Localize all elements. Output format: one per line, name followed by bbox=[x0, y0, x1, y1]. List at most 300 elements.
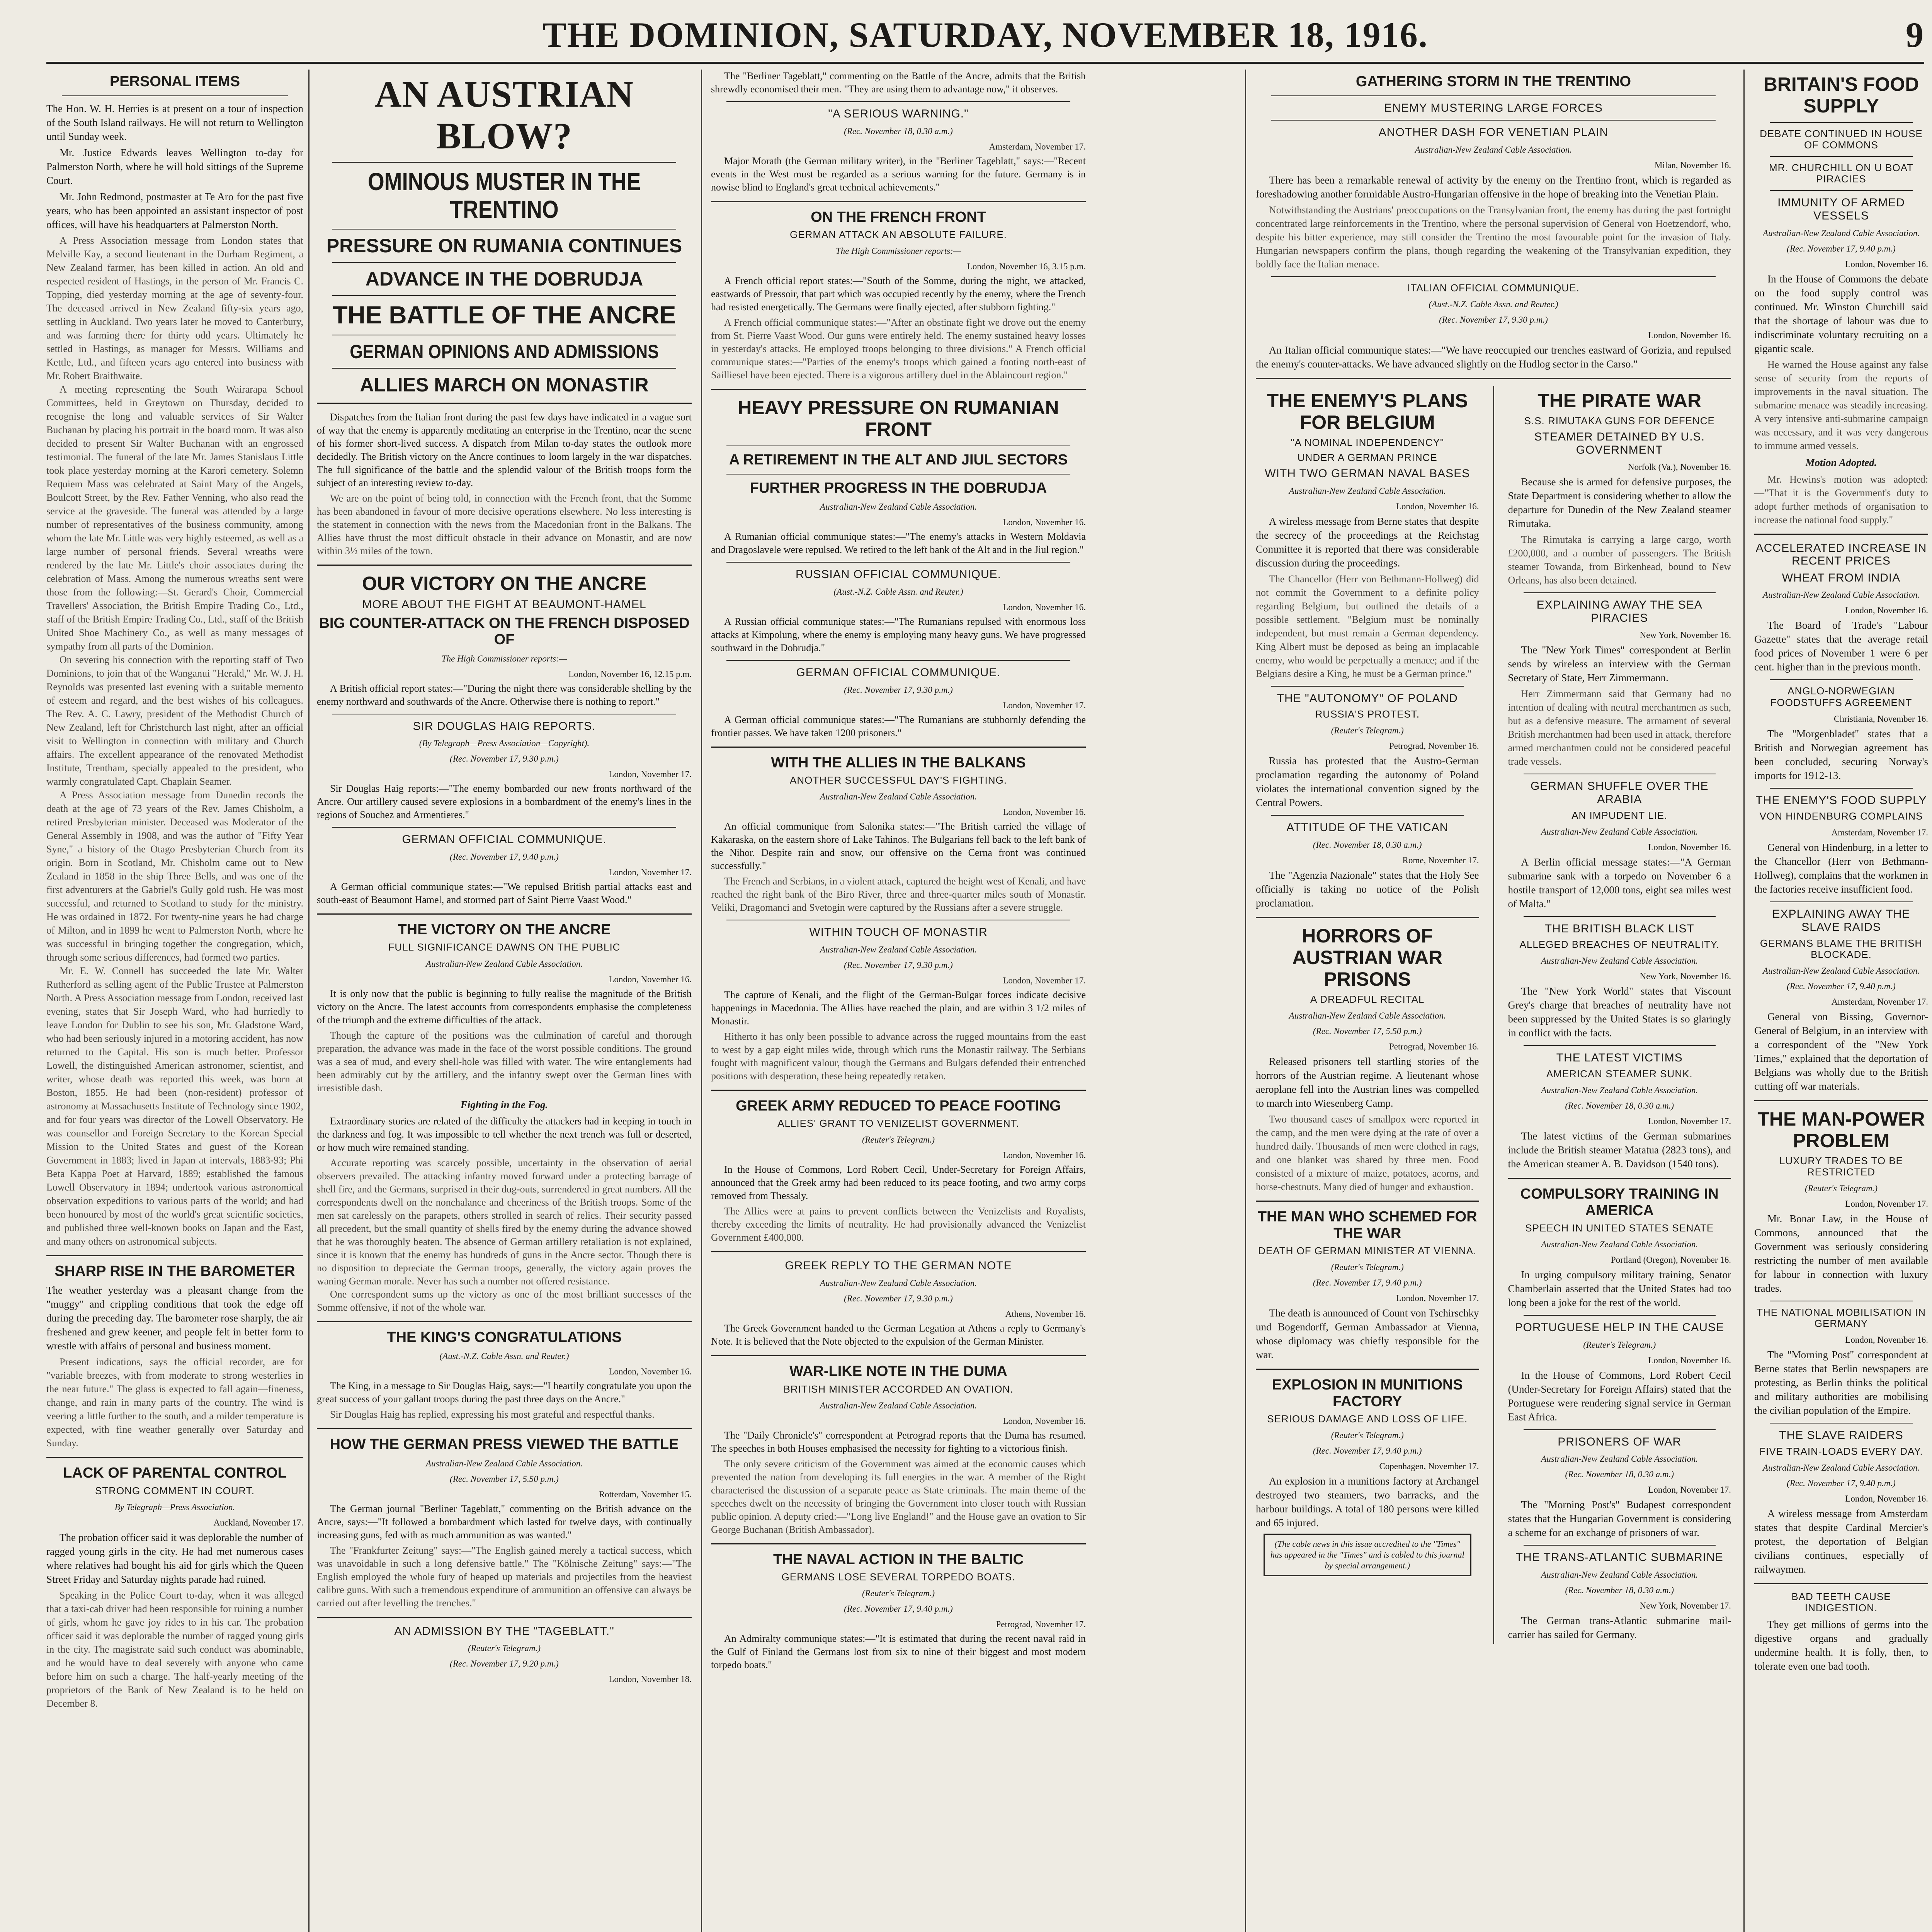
divider bbox=[1524, 1545, 1716, 1546]
advertisement-headline: BAD TEETH CAUSE INDIGESTION. bbox=[1791, 1590, 1891, 1614]
subheadline: FIVE TRAIN-LOADS EVERY DAY. bbox=[1759, 1445, 1923, 1457]
illegible-text: The French and Serbians, in a violent attack, captured the height west of Kenali, and have reached the right bank of the Biro River, three and three-quarter miles south of Monastir. Veliki, Dragomanci and Svetogin were captured by the Russians after a severe struggle. bbox=[711, 876, 1086, 913]
illegible-text: A Press Association message from London states that Melville Kay, a second lieutenant in the Durham Regiment, a New Zealand farmer, has been killed in action. An old and respected resident of Hastings, in the person of Mr. Francis C. Topping, died yesterday morning at the age of seventy-four. The deceased arrived in New Zealand fifty-six years ago, settling in Auckland. Two years later he moved to Canterbury, and was farming there for thirty odd years. Ultimately he settled in Hastings, as manager for Messrs. Williams and Kettle, Ltd., and fifteen years ago entered into business with Mr. Robert Braithwaite. bbox=[46, 235, 303, 381]
divider bbox=[711, 1355, 1086, 1356]
dateline: Rome, November 17. bbox=[1402, 855, 1479, 865]
received-line: (Rec. November 17, 9.30 p.m.) bbox=[1439, 315, 1548, 325]
divider bbox=[62, 95, 288, 96]
divider bbox=[1271, 95, 1716, 96]
subheadline: BRITISH MINISTER ACCORDED AN OVATION. bbox=[783, 1383, 1014, 1395]
page-number: 9 bbox=[1906, 15, 1924, 54]
headline: FURTHER PROGRESS IN THE DOBRUDJA bbox=[750, 480, 1047, 496]
divider bbox=[1271, 276, 1716, 277]
divider bbox=[1754, 1100, 1928, 1101]
article-paragraph: A Russian official communique states:—"The Rumanians repulsed with enormous loss attacks at Kimpolung, where the enemy is employing many heavy guns. We have progressed southward in the Dobrudja." bbox=[711, 616, 1086, 653]
column-rule bbox=[308, 70, 310, 1932]
divider bbox=[1770, 901, 1913, 902]
subheadline: RUSSIAN OFFICIAL COMMUNIQUE. bbox=[796, 568, 1001, 581]
subheadline: THE TRANS-ATLANTIC SUBMARINE bbox=[1515, 1551, 1723, 1564]
article-paragraph: Major Morath (the German military writer), in the "Berliner Tageblatt," says:—"Recent events in the West must be regarded as a serious warning for the future. Germany is in nowise blind to England's great technical achievements." bbox=[711, 155, 1086, 193]
credit-line: Australian-New Zealand Cable Association. bbox=[820, 1400, 977, 1410]
headline: THE PIRATE WAR bbox=[1537, 389, 1702, 412]
credit-line: (Reuter's Telegram.) bbox=[1331, 1262, 1404, 1272]
subheadline: MORE ABOUT THE FIGHT AT BEAUMONT-HAMEL bbox=[362, 598, 646, 611]
divider bbox=[332, 229, 676, 230]
subcolumn-pirate bbox=[1508, 386, 1731, 1644]
article-paragraph: In the House of Commons, Lord Robert Cecil (Under-Secretary for Foreign Affairs) stated that the Portuguese were rendering signal service in German East Africa. bbox=[1508, 1369, 1731, 1423]
divider bbox=[1524, 592, 1716, 593]
divider bbox=[46, 1457, 303, 1458]
received-line: (Rec. November 18, 0.30 a.m.) bbox=[1565, 1101, 1674, 1111]
subheadline: A DREADFUL RECITAL bbox=[1310, 993, 1425, 1005]
headline: THE MAN WHO SCHEMED FOR THE WAR bbox=[1257, 1209, 1477, 1242]
divider bbox=[1256, 1201, 1479, 1202]
received-line: (Rec. November 17, 9.40 p.m.) bbox=[844, 1604, 953, 1614]
subheadline: ANOTHER DASH FOR VENETIAN PLAIN bbox=[1378, 126, 1609, 139]
illegible-text: Herr Zimmermann said that Germany had no intention of dealing with neutral merchantmen as such, but as a defensive measure. The armament of several British merchantmen had been used in attack, therefore armed merchantmen could not be considered peaceful trade vessels. bbox=[1508, 688, 1731, 767]
headline: THE BATTLE OF THE ANCRE bbox=[332, 301, 676, 329]
dateline: London, November 16. bbox=[1003, 517, 1086, 527]
credit-line: Australian-New Zealand Cable Association. bbox=[820, 944, 977, 954]
divider bbox=[1508, 1178, 1731, 1179]
headline: COMPULSORY TRAINING IN AMERICA bbox=[1520, 1186, 1719, 1219]
illegible-text: He warned the House against any false sense of security from the reports of improvements in the naval situation. The submarine menace was steadily increasing. A very intensive anti-submarine campaign was necessary, and it was very dangerous to immune armed vessels. bbox=[1754, 359, 1928, 451]
credit-line: (By Telegraph—Press Association—Copyright). bbox=[419, 738, 590, 748]
cable-note: (The cable news in this issue accredited to the "Times" has appeared in the "Times" and is cabled to this journal by special arrangement.) bbox=[1264, 1534, 1471, 1576]
illegible-text: One correspondent sums up the victory as one of the most brilliant successes of the Somme offensive, if not of the whole war. bbox=[317, 1288, 692, 1313]
dateline: Petrograd, November 16. bbox=[1389, 741, 1479, 751]
subheadline: "A SERIOUS WARNING." bbox=[828, 107, 969, 120]
subheadline: ACCELERATED INCREASE IN RECENT PRICES bbox=[1755, 541, 1927, 568]
divider bbox=[1256, 1369, 1479, 1370]
section-subhead: Fighting in the Fog. bbox=[460, 1099, 548, 1111]
article-paragraph: An official communique from Salonika states:—"The British carried the village of Kakaraska, on the eastern shore of Lake Tahinos. The Bulgarians fell back to the left bank of the Nihor. Despite rain and snow, our offensive on the Cerna front was continued successfully." bbox=[711, 821, 1086, 872]
headline: GREEK ARMY REDUCED TO PEACE FOOTING bbox=[736, 1097, 1061, 1114]
article-paragraph: The Greek Government handed to the German Legation at Athens a reply to Germany's Note. It is believed that the Note objected to the expulsion of the German Minister. bbox=[711, 1323, 1086, 1347]
article-paragraph: The probation officer said it was deplorable the number of ragged young girls in the city. He had met numerous cases where relatives had bought his aid for girls which the Queen Street Friday and Saturday nights parade had ruined. bbox=[46, 1531, 303, 1585]
received-line: (Rec. November 17, 9.40 p.m.) bbox=[1787, 243, 1896, 253]
subheadline: SERIOUS DAMAGE AND LOSS OF LIFE. bbox=[1267, 1413, 1468, 1425]
illegible-text: The only severe criticism of the Government was aimed at the economic causes which prevented the nation from developing its full energies in the war. A member of the Right characterised the discussion of a separate peace as State criminals. The main theme of the speeches dwelt on the necessity of bringing the Government into closer touch with Russian public opinion. A deputy cried:—"Long live England!" and the House gave an ovation to Sir George Buchanan (British Ambassador). bbox=[711, 1458, 1086, 1535]
dateline: Auckland, November 17. bbox=[213, 1517, 303, 1527]
article-paragraph: In the House of Commons the debate on the food supply control was continued. Mr. Winston Churchill said that the shortage of labour was due to indiscriminate voluntary recruiting on a gigantic scale. bbox=[1754, 273, 1928, 354]
subheadline: THE NATIONAL MOBILISATION IN GERMANY bbox=[1757, 1306, 1926, 1330]
divider bbox=[46, 1255, 303, 1256]
divider bbox=[317, 1428, 692, 1429]
dateline: London, November 16. bbox=[609, 974, 692, 984]
credit-line: (Reuter's Telegram.) bbox=[862, 1588, 935, 1599]
received-line: (Rec. November 17, 5.50 p.m.) bbox=[1313, 1026, 1422, 1036]
dateline: Athens, November 16. bbox=[1005, 1309, 1086, 1319]
divider bbox=[317, 565, 692, 566]
subheadline: THE LATEST VICTIMS bbox=[1556, 1051, 1683, 1065]
illegible-text: A Press Association message from Dunedin records the death at the age of 73 years of the Rev. James Chisholm, a retired Presbyterian minister. Deceased was Moderator of the General Assembly in 1908, and was the author of "Fifty Year Syne," a history of the Otago Presbyterian Church from its origin. Born in Scotland, Mr. Chisholm came out to New Zealand in 1858 in the ship Three Bells, and was one of the first adventurers at the Gabriel's Gully gold rush. He was most successful, and returned to Scotland to study for the ministry. He was ordained in 1872. For twenty-nine years he had charge of Milton, and in 1899 he went to Palmerston North, where he was successful in bringing together the congregation, which, through some serious differences, had formed two parties. bbox=[46, 789, 303, 963]
headline: PERSONAL ITEMS bbox=[109, 73, 240, 90]
dateline: Amsterdam, November 17. bbox=[1831, 828, 1928, 838]
article-paragraph: The "Berliner Tageblatt," commenting on the Battle of the Ancre, admits that the British shrewdly economised their men. "They are using them to advantage now," it observes. bbox=[711, 70, 1086, 95]
article-paragraph: The death is announced of Count von Tschirschky und Bogendorff, German Ambassador at Vienna, whose diplomacy was chiefly responsible for the war. bbox=[1256, 1307, 1479, 1361]
divider bbox=[726, 660, 1070, 661]
headline: THE MAN-POWER PROBLEM bbox=[1757, 1108, 1925, 1151]
dateline: Milan, November 16. bbox=[1654, 160, 1731, 170]
illegible-text: The Chancellor (Herr von Bethmann-Hollweg) did not commit the Government to a definite policy regarding Belgium, but outlined the details of a possible settlement. "Belgium must be nominally independent, but must remain a German dependency. King Albert must be deposed as being an implacable enemy, who would be perpetually a menace; and if the Belgians desire a King, he must be a German prince." bbox=[1256, 573, 1479, 679]
divider bbox=[711, 747, 1086, 748]
headline: WITH THE ALLIES IN THE BALKANS bbox=[771, 754, 1026, 771]
received-line: (Rec. November 17, 9.30 p.m.) bbox=[844, 685, 953, 695]
credit-line: Australian-New Zealand Cable Association. bbox=[820, 792, 977, 802]
article-paragraph: An explosion in a munitions factory at Archangel destroyed two steamers, two barracks, and the harbour buildings. A total of 180 persons were killed and 65 injured. bbox=[1256, 1475, 1479, 1529]
received-line: (Rec. November 17, 9.40 p.m.) bbox=[1313, 1278, 1422, 1288]
article-paragraph: There has been a remarkable renewal of activity by the enemy on the Trentino front, which is regarded as foreshadowing another formidable Austro-Hungarian offensive in the hope of breaking into the Venetian Plain. bbox=[1256, 174, 1731, 200]
article-paragraph: An Admiralty communique states:—"It is estimated that during the recent naval raid in the Gulf of Finland the Germans lost from six to nine of their biggest and most modern torpedo boats." bbox=[711, 1633, 1086, 1671]
article-paragraph: The "New York Times" correspondent at Berlin sends by wireless an interview with the German Secretary of State, Herr Zimmermann. bbox=[1508, 644, 1731, 684]
headline: OUR VICTORY ON THE ANCRE bbox=[362, 573, 647, 595]
column-personal bbox=[46, 70, 303, 1932]
subheadline: RUSSIA'S PROTEST. bbox=[1315, 708, 1420, 720]
received-line: (Rec. November 17, 9.20 p.m.) bbox=[450, 1659, 559, 1669]
dateline: London, November 16, 3.15 p.m. bbox=[967, 262, 1086, 272]
headline: HORRORS OF AUSTRIAN WAR PRISONS bbox=[1292, 925, 1443, 990]
article-paragraph: A French official report states:—"South of the Somme, during the night, we attacked, eastwards of Pressoir, that part which was occupied recently by the enemy, where the French had resisted energetically. The Germans were finally ejected, after stubborn fighting." bbox=[711, 275, 1086, 313]
credit-line: Australian-New Zealand Cable Association. bbox=[426, 1458, 583, 1468]
divider bbox=[317, 1617, 692, 1618]
subheadline: PRISONERS OF WAR bbox=[1558, 1435, 1682, 1448]
article-paragraph: Dispatches from the Italian front during the past few days have indicated in a vague sort of way that the enemy is apparently meditating an enterprise in the Trentino, near the scene of his former short-lived success. A dispatch from Milan to-day states the outlook more decidedly. The British victory on the Ancre continues to loom largely in the war dispatches. The full significance of the battle and the splendid valour of the British troops form the subject of an interesting review to-day. bbox=[317, 412, 692, 489]
article-paragraph: A wireless message from Amsterdam states that despite Cardinal Mercier's protest, the deportation of Belgian civilians continues, especially of railwaymen. bbox=[1754, 1507, 1928, 1575]
dateline: Petrograd, November 16. bbox=[1389, 1042, 1479, 1052]
divider bbox=[1524, 1045, 1716, 1046]
column-rule bbox=[1245, 70, 1246, 1932]
illegible-text: A French official communique states:—"After an obstinate fight we drove out the enemy from St. Pierre Vaast Wood. Our guns were entirely held. The enemy sustained heavy losses in yesterday's attacks. He employed troops belonging to three divisions." A French official communique states:—"Parties of the enemy's troops which gained a footing north-east of Sailliesel have been ejected. There is a vigorous artillery duel in the Ablaincourt region." bbox=[711, 317, 1086, 381]
article-paragraph: Russia has protested that the Austro-German proclamation regarding the autonomy of Poland violates the international convention signed by the Central Powers. bbox=[1256, 755, 1479, 809]
received-line: (Rec. November 18, 0.30 a.m.) bbox=[844, 126, 953, 136]
credit-line: (Reuter's Telegram.) bbox=[468, 1643, 541, 1653]
credit-line: Australian-New Zealand Cable Association. bbox=[1289, 1011, 1446, 1021]
masthead bbox=[46, 8, 1924, 64]
section-subhead: Motion Adopted. bbox=[1805, 456, 1877, 468]
dateline: London, November 16. bbox=[1845, 605, 1928, 616]
divider bbox=[1524, 1429, 1716, 1430]
main-headline: AN AUSTRIAN BLOW? bbox=[375, 73, 634, 156]
subheadline: AN IMPUDENT LIE. bbox=[1571, 809, 1668, 821]
subheadline: EXPLAINING AWAY THE SLAVE RAIDS bbox=[1772, 908, 1910, 934]
subcolumns bbox=[1256, 386, 1731, 1644]
article-paragraph: A wireless message from Berne states that despite the secrecy of the proceedings at the Reichstag Committee it is reported that there was considerable discussion during the proceedings. bbox=[1256, 515, 1479, 569]
credit-line: Australian-New Zealand Cable Association. bbox=[820, 1278, 977, 1288]
divider bbox=[1524, 916, 1716, 917]
subheadline: SIR DOUGLAS HAIG REPORTS. bbox=[413, 719, 596, 733]
dateline: London, November 17. bbox=[1003, 700, 1086, 710]
article-paragraph: The capture of Kenali, and the flight of the German-Bulgar forces indicate decisive happenings in Macedonia. The Allies have reached the plain, and are within 3 1/2 miles of Monastir. bbox=[711, 989, 1086, 1027]
illegible-text: Present indications, says the official recorder, are for "variable breezes, with from moderate to strong westerlies in the near future." The glass is expected to fall again—fineness, change, and rain in many parts of the country. The wind is veering a little further to the south, and a milder temperature is expected, with fine weather generally over Saturday and Sunday. bbox=[46, 1356, 303, 1449]
subheadline: ANOTHER SUCCESSFUL DAY'S FIGHTING. bbox=[790, 774, 1007, 786]
headline: THE KING'S CONGRATULATIONS bbox=[387, 1329, 622, 1345]
credit-line: Australian-New Zealand Cable Association. bbox=[1289, 486, 1446, 496]
article-paragraph: The German journal "Berliner Tageblatt," commenting on the British advance on the Ancre, says:—"It followed a bombardment which lasted for twelve days, with continually increasing guns, fed with as much ammunition as was wanted." bbox=[317, 1503, 692, 1541]
received-line: (Rec. November 17, 9.40 p.m.) bbox=[1313, 1446, 1422, 1456]
subheadline: IMMUNITY OF ARMED VESSELS bbox=[1777, 196, 1905, 223]
article-paragraph: The "New York World" states that Viscount Grey's charge that breaches of neutrality have not been suppressed by the United States is so glaringly in conflict with the facts. bbox=[1508, 985, 1731, 1039]
subheadline: VON HINDENBURG COMPLAINS bbox=[1759, 810, 1923, 822]
divider bbox=[332, 262, 676, 263]
dateline: London, November 17. bbox=[609, 867, 692, 877]
divider bbox=[1524, 1315, 1716, 1316]
subheadline: AMERICAN STEAMER SUNK. bbox=[1546, 1068, 1693, 1080]
article-paragraph: A Rumanian official communique states:—"The enemy's attacks in Western Moldavia and Dragoslavele were repulsed. We retired to the left bank of the Alt and in the Jiul region." bbox=[711, 531, 1086, 556]
article-paragraph: The King, in a message to Sir Douglas Haig, says:—"I heartily congratulate you upon the great success of your gallant troops during the past three days on the Ancre." bbox=[317, 1380, 692, 1405]
article-paragraph: Because she is armed for defensive purposes, the State Department is considering whether to allow the departure for Dunedin of the New Zealand steamer Rimutaka. bbox=[1508, 476, 1731, 530]
credit-line: (Reuter's Telegram.) bbox=[862, 1135, 935, 1145]
headline: BRITAIN'S FOOD SUPPLY bbox=[1763, 73, 1919, 117]
headline: A RETIREMENT IN THE ALT AND JIUL SECTORS bbox=[729, 452, 1068, 468]
subheadline: THE "AUTONOMY" OF POLAND bbox=[1277, 692, 1458, 705]
received-line: (Rec. November 17, 9.40 p.m.) bbox=[1787, 1478, 1896, 1488]
divider bbox=[1770, 122, 1913, 123]
subheadline: SPEECH IN UNITED STATES SENATE bbox=[1525, 1222, 1714, 1234]
illegible-text: Notwithstanding the Austrians' preoccupations on the Transylvanian front, the enemy has during the past fortnight concentrated large reinforcements in the Trentino, where the personal supervision of General von Hoetzendorf, who, despite his bitter experience, may still consider the Trentino the most favourable point for the invasion of Italy. Hungarian newspapers confirm the plans, though regarding the weakening of the Transylvanian expedition, they boldly face the Italian menace. bbox=[1256, 204, 1731, 270]
subheadline: THE ENEMY'S FOOD SUPPLY bbox=[1755, 794, 1927, 807]
headline: GATHERING STORM IN THE TRENTINO bbox=[1355, 73, 1631, 90]
received-line: (Rec. November 18, 0.30 a.m.) bbox=[1565, 1585, 1674, 1595]
subheadline: ITALIAN OFFICIAL COMMUNIQUE. bbox=[1407, 282, 1580, 294]
credit-line: Australian-New Zealand Cable Association. bbox=[426, 959, 583, 969]
subheadline: WITHIN TOUCH OF MONASTIR bbox=[809, 926, 988, 939]
illegible-text: The Allies were at pains to prevent conflicts between the Venizelists and Royalists, thereby exceeding the limits of neutrality. He had provisionally advanced the Venizelist Government £400,000. bbox=[711, 1206, 1086, 1243]
article-paragraph: In the House of Commons, Lord Robert Cecil, Under-Secretary for Foreign Affairs, announced that the Greek army had been reduced to its peace footing, and two army corps removed from Thessaly. bbox=[711, 1164, 1086, 1202]
illegible-text: On severing his connection with the reporting staff of Two Dominions, to join that of the Wanganui "Herald," Mr. W. J. H. Reynolds was presented last evening with a suitable memento of esteem and regard, and the best wishes of his colleagues. The Rev. A. C. Lawry, president of the Methodist Church of New Zealand, left for Christchurch last night, after an official visit to Wellington in connection with military and Church affairs. The excellent appearance of the renovated Methodist Institute, Trentham, specially appealed to the president, who warmly congratulated Capt. Chaplain Seamer. bbox=[46, 654, 303, 787]
article-paragraph: A German official communique states:—"The Rumanians are stubbornly defending the frontier passes. We have taken 1200 prisoners." bbox=[711, 714, 1086, 738]
dateline: London, November 17. bbox=[609, 769, 692, 779]
dateline: New York, November 16. bbox=[1639, 630, 1731, 640]
masthead-title: THE DOMINION, SATURDAY, NOVEMBER 18, 1916. bbox=[543, 15, 1428, 54]
received-line: (Rec. November 17, 9.30 p.m.) bbox=[844, 960, 953, 970]
received-line: (Rec. November 18, 0.30 a.m.) bbox=[1313, 840, 1422, 850]
dateline: London, November 16. bbox=[1845, 1493, 1928, 1503]
illegible-text: Though the capture of the positions was the culmination of careful and thorough preparation, the advance was made in the face of the worst possible conditions. The ground was a sea of mud, and every shell-hole was filled with water. The wire entanglements had been admirably cut by the artillery, and the infantry swept over the German lines with irresistible dash. bbox=[317, 1029, 692, 1094]
illegible-text: Sir Douglas Haig has replied, expressing his most grateful and respectful thanks. bbox=[330, 1409, 655, 1420]
subheadline: MR. CHURCHILL ON U BOAT PIRACIES bbox=[1769, 162, 1914, 185]
subheadline: FULL SIGNIFICANCE DAWNS ON THE PUBLIC bbox=[388, 941, 621, 953]
subheadline: EXPLAINING AWAY THE SEA PIRACIES bbox=[1536, 599, 1702, 624]
divider bbox=[1754, 1583, 1928, 1584]
credit-line: The High Commissioner reports:— bbox=[835, 246, 961, 256]
headline: ALLIES MARCH ON MONASTIR bbox=[360, 374, 649, 396]
article-paragraph: Mr. Justice Edwards leaves Wellington to-day for Palmerston North, where he will hold sittings of the Supreme Court. bbox=[46, 146, 303, 186]
dateline: London, November 16. bbox=[1648, 1355, 1731, 1365]
divider bbox=[332, 162, 676, 163]
received-line: (Rec. November 18, 0.30 a.m.) bbox=[1565, 1469, 1674, 1480]
illegible-text: Hitherto it has only been possible to advance across the rugged mountains from the east to west by a gap eight miles wide, through which runs the Monastir railway. The Serbians fought with magnificent valour, though the Germans and Bulgars defended their entrenched positions with desperation, these being repeatedly retaken. bbox=[711, 1031, 1086, 1082]
subheadline: DEBATE CONTINUED IN HOUSE OF COMMONS bbox=[1760, 128, 1923, 151]
illegible-text: Accurate reporting was scarcely possible, uncertainty in the observation of aerial observers prevailed. The attacking infantry moved forward under a protecting barrage of shell fire, and the Germans, surprised in their dug-outs, surrendered in great numbers. All the correspondents dwell on the nonchalance and cheeriness of the British troops. Some of the men sat carelessly on the parapets, others strolled in search of relics. Their security passed all precedent, but the small quantity of shells fired by the enemy during the advance showed that he was thoroughly beaten. The absence of German artillery retaliation is not explained, since it is known that the enemy has hundreds of guns in the Ancre sector. Though there is no disposition to depreciate the German troops, generally, the victory again proves the waning German morale. Never has such a number not offered resistance. bbox=[317, 1157, 692, 1287]
article-paragraph: General von Hindenburg, in a letter to the Chancellor (Herr von Bethmann-Hollweg), complains that the workmen in the factories receive insufficient food. bbox=[1754, 842, 1928, 895]
headline: THE ENEMY'S PLANS FOR BELGIUM bbox=[1267, 389, 1468, 433]
dateline: London, November 16. bbox=[1396, 501, 1479, 511]
illegible-text: We are on the point of being told, in connection with the French front, that the Somme has been abandoned in favour of more decisive operations elsewhere. No less interesting is the statement in connection with the news from the Macedonian front in the Balkans. The Allies have thrust the most difficult obstacle in their advance on Monastir, and are now within 3½ miles of the town. bbox=[317, 493, 692, 557]
subheadline: GERMAN ATTACK AN ABSOLUTE FAILURE. bbox=[790, 229, 1007, 241]
dateline: London, November 16. bbox=[609, 1367, 692, 1377]
illegible-text: The Rimutaka is carrying a large cargo, worth £200,000, and a number of passengers. The British steamer Towanda, from Birkenhead, bound to New Orleans, has also been detained. bbox=[1508, 534, 1731, 586]
article-paragraph: A German official communique states:—"We repulsed British partial attacks east and south-east of Beaumont Hamel, and stormed part of Saint Pierre Vaast Wood." bbox=[317, 881, 692, 905]
credit-line: The High Commissioner reports:— bbox=[441, 653, 567, 663]
credit-line: (Reuter's Telegram.) bbox=[1583, 1340, 1656, 1350]
headline: GERMAN OPINIONS AND ADMISSIONS bbox=[350, 341, 659, 363]
headline: LACK OF PARENTAL CONTROL bbox=[63, 1465, 287, 1481]
credit-line: Australian-New Zealand Cable Association. bbox=[1415, 145, 1572, 155]
subheadline: ATTITUDE OF THE VATICAN bbox=[1286, 821, 1449, 834]
subheadline: WITH TWO GERMAN NAVAL BASES bbox=[1265, 467, 1470, 480]
subheadline: UNDER A GERMAN PRINCE bbox=[1297, 451, 1437, 463]
illegible-text: Two thousand cases of smallpox were reported in the camp, and the men were dying at the rate of over a hundred daily. Thousands of men were clothed in rags, and one blanket was shared by three men. Food consisted of a mixture of maize, potatoes, acorns, and horse-chestnuts. Many died of hunger and exhaustion. bbox=[1256, 1114, 1479, 1193]
subheadline: WHEAT FROM INDIA bbox=[1782, 571, 1901, 584]
dateline: Rotterdam, November 15. bbox=[599, 1489, 692, 1499]
credit-line: Australian-New Zealand Cable Association. bbox=[1541, 1570, 1698, 1580]
received-line: (Rec. November 17, 9.40 p.m.) bbox=[1787, 981, 1896, 991]
divider bbox=[1770, 679, 1913, 680]
credit-line: Australian-New Zealand Cable Association. bbox=[1763, 966, 1920, 976]
headline: THE NAVAL ACTION IN THE BALTIC bbox=[773, 1551, 1024, 1568]
article-paragraph: The weather yesterday was a pleasant change from the "muggy" and crippling conditions that took the edge off during the preceding day. The barometer rose sharply, the air freshened and grew keener, and people felt in better form to wrestle with affairs of personal and business moment. bbox=[46, 1284, 303, 1352]
illegible-text: Speaking in the Police Court to-day, when it was alleged that a taxi-cab driver had been responsible for ruining a number of girls, whom he gave joy rides to in his car. The probation officer said it was deplorable the number of ragged young girls in the city. The magistrate said such conduct was abominable, and he would have to deal severely with anyone who came before him on such a charge. The half-yearly meeting of the proprietors of the Bank of New Zealand is to be held on December 8. bbox=[46, 1589, 303, 1709]
article-paragraph: The "Agenzia Nazionale" states that the Holy See officially is taking no notice of the Polish proclamation. bbox=[1256, 869, 1479, 909]
credit-line: (Reuter's Telegram.) bbox=[1804, 1183, 1878, 1193]
dateline: London, November 17. bbox=[1396, 1293, 1479, 1303]
subheadline: DEATH OF GERMAN MINISTER AT VIENNA. bbox=[1258, 1245, 1477, 1257]
divider bbox=[711, 389, 1086, 390]
headline: HOW THE GERMAN PRESS VIEWED THE BATTLE bbox=[330, 1436, 679, 1453]
divider bbox=[711, 1090, 1086, 1091]
article-paragraph: A British official report states:—"During the night there was considerable shelling by the enemy northward and southwards of the Ancre. Otherwise there is nothing to report." bbox=[317, 682, 692, 707]
article-paragraph: The "Morning Post" correspondent at Berne states that Berlin newspapers are protesting, as Berlin thinks the political and military authorities are mobilising the civilian population of the Empire. bbox=[1754, 1349, 1928, 1417]
subheadline: GERMANS BLAME THE BRITISH BLOCKADE. bbox=[1760, 937, 1923, 960]
divider bbox=[711, 1251, 1086, 1252]
credit-line: (Reuter's Telegram.) bbox=[1331, 1430, 1404, 1440]
credit-line: Australian-New Zealand Cable Association. bbox=[1763, 228, 1920, 238]
column-trentino bbox=[1256, 70, 1731, 1932]
headline: SHARP RISE IN THE BAROMETER bbox=[54, 1263, 295, 1279]
subheadline: THE SLAVE RAIDERS bbox=[1779, 1429, 1903, 1442]
dateline: London, November 16. bbox=[1003, 1150, 1086, 1160]
subheadline: THE BRITISH BLACK LIST bbox=[1544, 922, 1694, 935]
subheadline: ALLIES' GRANT TO VENIZELIST GOVERNMENT. bbox=[777, 1117, 1019, 1129]
divider bbox=[726, 562, 1070, 563]
subheadline: PORTUGUESE HELP IN THE CAUSE bbox=[1515, 1321, 1724, 1334]
divider bbox=[1256, 378, 1731, 379]
divider bbox=[711, 201, 1086, 202]
dateline: London, November 16. bbox=[1845, 1335, 1928, 1345]
subheadline: GERMAN SHUFFLE OVER THE ARABIA bbox=[1530, 780, 1709, 806]
divider bbox=[332, 295, 676, 296]
column-war-news bbox=[317, 70, 1086, 1932]
column-food-supply bbox=[1754, 70, 1928, 1932]
subheadline: S.S. RIMUTAKA GUNS FOR DEFENCE bbox=[1524, 415, 1715, 427]
headline: OMINOUS MUSTER IN THE TRENTINO bbox=[367, 168, 641, 223]
subheadline: ALLEGED BREACHES OF NEUTRALITY. bbox=[1519, 939, 1719, 951]
dateline: Norfolk (Va.), November 16. bbox=[1628, 462, 1731, 472]
dateline: London, November 16. bbox=[1845, 259, 1928, 269]
dateline: London, November 16. bbox=[1003, 1416, 1086, 1426]
subheadline: GERMAN OFFICIAL COMMUNIQUE. bbox=[402, 833, 607, 846]
dateline: London, November 17. bbox=[1648, 1116, 1731, 1126]
illegible-text: A meeting representing the South Wairarapa School Committees, held in Greytown on Thursday, decided to recognise the long and valuable services of Sir Walter Buchanan by placing his portrait in the board room. It was also decided to present Sir Walter Buchanan with an engrossed testimonial. The funeral of the late Mr. James Stanislaus Little took place yesterday morning at the Karori cemetery. Solemn Requiem Mass was celebrated at Saint Mary of the Angels, Boulcott Street, by the Rev. Father Venning, who also read the service at the graveside. The funeral was attended by a large number of representatives of the business community, among whom the late Mr. Little was very highly esteemed, as well as a large number of personal friends. Several wreaths were rendered by the late Mr. Little's choir associates during the celebration of Mass. Among the numerous wreaths sent were those from the following:—St. Gerard's Choir, Commercial Travellers' Association, the British Empire Trading Co., Ltd., staff of the British Empire Trading Co., Ltd., staff of the British United Shoe Machinery Co., as well as many messages of sympathy from all parts of the Dominion. bbox=[46, 383, 303, 652]
dateline: Christiania, November 16. bbox=[1833, 714, 1928, 724]
divider bbox=[317, 1321, 692, 1322]
received-line: (Rec. November 17, 9.30 p.m.) bbox=[450, 754, 559, 764]
article-paragraph: Mr. John Redmond, postmaster at Te Aro for the past five years, who has been appointed an assistant inspector of post offices, will have his headquarters at Palmerston North. bbox=[46, 190, 303, 230]
credit-line: Australian-New Zealand Cable Association. bbox=[1541, 827, 1698, 837]
illegible-text: The "Frankfurter Zeitung" says:—"The English gained merely a tactical success, which was unavoidable in such a long defensive battle." The "Kölnische Zeitung" says:—"The English employed the whole fury of heaped up materials and projectiles from the heaviest calibre guns. With such a tremendous expenditure of ammunition an offensive can always be carried out after levelling the trenches." bbox=[317, 1544, 692, 1609]
dateline: London, November 16. bbox=[1003, 807, 1086, 817]
credit-line: Australian-New Zealand Cable Association. bbox=[1541, 1454, 1698, 1464]
received-line: (Rec. November 17, 5.50 p.m.) bbox=[450, 1474, 559, 1484]
headline: WAR-LIKE NOTE IN THE DUMA bbox=[789, 1363, 1007, 1380]
article-paragraph: Released prisoners tell startling stories of the horrors of the Austrian regime. A lieutenant whose aeroplane fell into the Austrian lines was compelled to march into Wiesenberg Camp. bbox=[1256, 1056, 1479, 1109]
article-paragraph: The "Morgenbladet" states that a British and Norwegian agreement has been concluded, securing Norway's imports for 1912-13. bbox=[1754, 728, 1928, 781]
divider bbox=[1770, 788, 1913, 789]
divider bbox=[1256, 917, 1479, 918]
credit-line: By Telegraph—Press Association. bbox=[114, 1502, 235, 1512]
divider bbox=[1271, 120, 1716, 121]
dateline: London, November 17. bbox=[1003, 975, 1086, 985]
illegible-text: Mr. Hewins's motion was adopted:—"That it is the Government's duty to adopt further methods of organisation to increase the national food supply." bbox=[1754, 473, 1928, 526]
credit-line: Australian-New Zealand Cable Association. bbox=[820, 502, 977, 512]
advertisement-text: They get millions of germs into the digestive organs and gradually undermine health. It is folly, then, to tolerate even one bad tooth. bbox=[1754, 1619, 1928, 1672]
column-rule bbox=[1743, 70, 1745, 1932]
subheadline: GERMANS LOSE SEVERAL TORPEDO BOATS. bbox=[781, 1571, 1015, 1583]
headline: THE VICTORY ON THE ANCRE bbox=[398, 921, 611, 938]
dateline: New York, November 17. bbox=[1639, 1601, 1731, 1611]
article-paragraph: Sir Douglas Haig reports:—"The enemy bombarded our new fronts northward of the Ancre. Our artillery caused severe explosions in a bombardment of the enemy's lines in the regions of Souchez and Armentieres." bbox=[317, 783, 692, 821]
credit-line: (Reuter's Telegram.) bbox=[1331, 726, 1404, 736]
dateline: New York, November 16. bbox=[1639, 971, 1731, 981]
received-line: (Rec. November 17, 9.30 p.m.) bbox=[844, 1294, 953, 1304]
article-paragraph: The Board of Trade's "Labour Gazette" states that the average retail food prices of November 1 were 6 per cent. higher than in the previous month. bbox=[1754, 619, 1928, 673]
divider bbox=[317, 913, 692, 915]
dateline: Copenhagen, November 17. bbox=[1379, 1461, 1479, 1471]
article-paragraph: The Hon. W. H. Herries is at present on a tour of inspection of the South Island railways. He will not return to Wellington until Sunday week. bbox=[46, 102, 303, 142]
credit-line: (Aust.-N.Z. Cable Assn. and Reuter.) bbox=[833, 587, 963, 597]
credit-line: Australian-New Zealand Cable Association. bbox=[1763, 590, 1920, 600]
dateline: London, November 16. bbox=[1648, 330, 1731, 340]
divider bbox=[1271, 686, 1464, 687]
subheadline: ANGLO-NORWEGIAN FOODSTUFFS AGREEMENT bbox=[1770, 685, 1912, 708]
dateline: London, November 16, 12.15 p.m. bbox=[568, 669, 692, 679]
article-paragraph: The "Daily Chronicle's" correspondent at Petrograd reports that the Duma has resumed. The speeches in both Houses emphasised the necessity for fighting to a victorious finish. bbox=[711, 1429, 1086, 1454]
credit-line: Australian-New Zealand Cable Association. bbox=[1541, 956, 1698, 966]
dateline: Amsterdam, November 17. bbox=[989, 141, 1086, 151]
article-paragraph: An Italian official communique states:—"We have reoccupied our trenches eastward of Gorizia, and repulsed the enemy's counter-attacks. We have advanced slightly on the Hudlog sector in the Carso." bbox=[1256, 344, 1731, 370]
subheadline: AN ADMISSION BY THE "TAGEBLATT." bbox=[394, 1624, 614, 1638]
headline: ADVANCE IN THE DOBRUDJA bbox=[365, 268, 643, 290]
article-paragraph: A Berlin official message states:—"A German submarine sank with a torpedo on November 6 a hostile transport of 12,000 tons, eight sea miles west of Malta." bbox=[1508, 856, 1731, 910]
divider bbox=[711, 1543, 1086, 1544]
divider bbox=[332, 368, 676, 369]
subheadline: GREEK REPLY TO THE GERMAN NOTE bbox=[785, 1259, 1012, 1272]
article-paragraph: Mr. Bonar Law, in the House of Commons, announced that the Government was seriously considering restricting the number of men available for labour in connection with luxury trades. bbox=[1754, 1213, 1928, 1294]
credit-line: Australian-New Zealand Cable Association. bbox=[1541, 1240, 1698, 1250]
divider bbox=[1770, 190, 1913, 191]
headline: HEAVY PRESSURE ON RUMANIAN FRONT bbox=[738, 397, 1059, 440]
illegible-text: Mr. E. W. Connell has succeeded the late Mr. Walter Rutherford as selling agent of the Public Trustee at Palmerston North. A Press Association message from London, received last evening, states that Sir Joseph Ward, who had hurriedly to leave London for Dublin to see his son, Mr. Gladstone Ward, who had been seriously injured in a motoring accident, has now returned to the Capital. His son is much better. Professor Lowell, the distinguished American astronomer, scientist, and writer, whose death was reported this week, was born at Boston, 1855. He had been (non-resident) professor of astronomy at Massachusetts Institute of Technology since 1902, and for four years was director of the Lowell Observatory. He was counsellor and Foreign Secretary to the Korean Special Mission to the United States and guest of the Korean Government in 1883; lived in Japan at intervals, 1883-93; Phi Beta Kappa Poet at Harvard, 1889; established the famous Lowell Observatory in 1894; undertook various astronomical observation expeditions to various parts of the world; and had been honoured by most of the world's great scientific societies, and published three well-known books on Japan and the East, and many others on astronomical subjects. bbox=[46, 965, 303, 1247]
divider bbox=[1271, 815, 1464, 816]
headline: PRESSURE ON RUMANIA CONTINUES bbox=[326, 235, 682, 257]
received-line: (Rec. November 17, 9.40 p.m.) bbox=[450, 852, 559, 862]
headline: ON THE FRENCH FRONT bbox=[811, 209, 986, 225]
subheadline: GERMAN OFFICIAL COMMUNIQUE. bbox=[796, 666, 1001, 679]
credit-line: Australian-New Zealand Cable Association. bbox=[1763, 1463, 1920, 1473]
article-paragraph: In urging compulsory military training, Senator Chamberlain asserted that the United States had too long been a joke for the rest of the world. bbox=[1508, 1269, 1731, 1309]
dateline: London, November 16. bbox=[1003, 602, 1086, 612]
